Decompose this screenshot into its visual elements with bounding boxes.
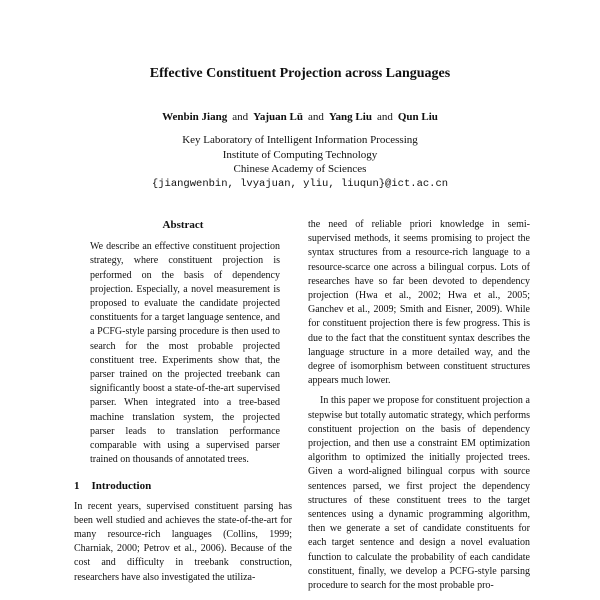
section-title: Introduction <box>91 480 152 493</box>
right-column <box>308 218 530 593</box>
abstract-heading: Abstract <box>162 219 204 231</box>
left-column <box>74 218 292 585</box>
author-name: Yajuan Lü <box>253 111 303 123</box>
section-heading <box>74 479 292 493</box>
section-number: 1 <box>74 480 80 493</box>
author-name: Yang Liu <box>328 111 372 123</box>
author-emails: {jiangwenbin, lvyajuan, yliu, liuqun}@ict.ac.cn <box>151 177 449 190</box>
abstract-text: We describe an effective constituent projection strategy, where constituent projection is performed on the basis of dependency projection. Especially, a novel measurement is proposed to evaluate the candidate projected constituents for a target language sentence, and a PCFG-style parsing procedure is then used to search for the most probable projected constituent tree. Experiments show that, the parser trained on the projected treebank can significantly boost a state-of-the-art supervised parser. When integrated into a tree-based machine translation system, the projected parser leads to translation performance comparable with using a supervised parser trained on thousands of annotated trees. <box>90 241 280 466</box>
affiliation-lab: Key Laboratory of Intelligent Information Processing <box>182 134 418 146</box>
intro-paragraph-continued: the need of reliable priori knowledge in semi-supervised methods, it seems promising to project the syntax structures from a resource-rich language to a resource-scarce one across a bilingual corpus. Lots of researches have so far been devoted to dependency projection (Hwa et al., 2002; Hwa et al., 2005; Ganchev et al., 2009; Smith and Eisner, 2009). While for constituent projection there is few progress. This is due to the fact that the constituent syntax describes the language structure in a more detailed way, and the degree of isomorphism between constituent structures appears much lower. <box>308 219 530 387</box>
abstract-body <box>74 240 292 467</box>
author-separator: and <box>232 111 249 123</box>
author-separator: and <box>307 111 324 123</box>
author-name: Qun Liu <box>397 111 438 123</box>
affiliation-institute: Institute of Computing Technology <box>222 148 378 161</box>
affiliation-academy: Chinese Academy of Sciences <box>233 163 367 175</box>
affiliation <box>0 133 600 191</box>
intro-paragraph: In recent years, supervised constituent parsing has been well studied and achieves the state-of-the-art for many resource-rich languages (Collins, 1999; Charniak, 2000; Petrov et al., 2006). Because of the cost and difficulty in treebank construction, researchers have also investigated the utiliza- <box>74 500 292 583</box>
author-separator: and <box>376 111 393 123</box>
intro-paragraph-proposal: In this paper we propose for constituent projection a stepwise but totally automatic strategy, which performs constituent projection on the basis of dependency projection, and then use a constraint EM optimization algorithm to optimized the initially projected trees. Given a word-aligned bilingual corpus with source sentences parsed, we first project the dependency structures of these constituent trees to the target sentences using a dynamic programming algorithm, then we generate a set of candidate constituents for each target sentence and design a novel evaluation function to calculate the probability of each candidate constituent, finally, we develop a PCFG-style parsing procedure to search for the most probable pro- <box>308 395 530 592</box>
author-name: Wenbin Jiang <box>162 111 228 123</box>
author-list <box>0 111 600 123</box>
paper-title: Effective Constituent Projection across Languages <box>149 66 451 81</box>
